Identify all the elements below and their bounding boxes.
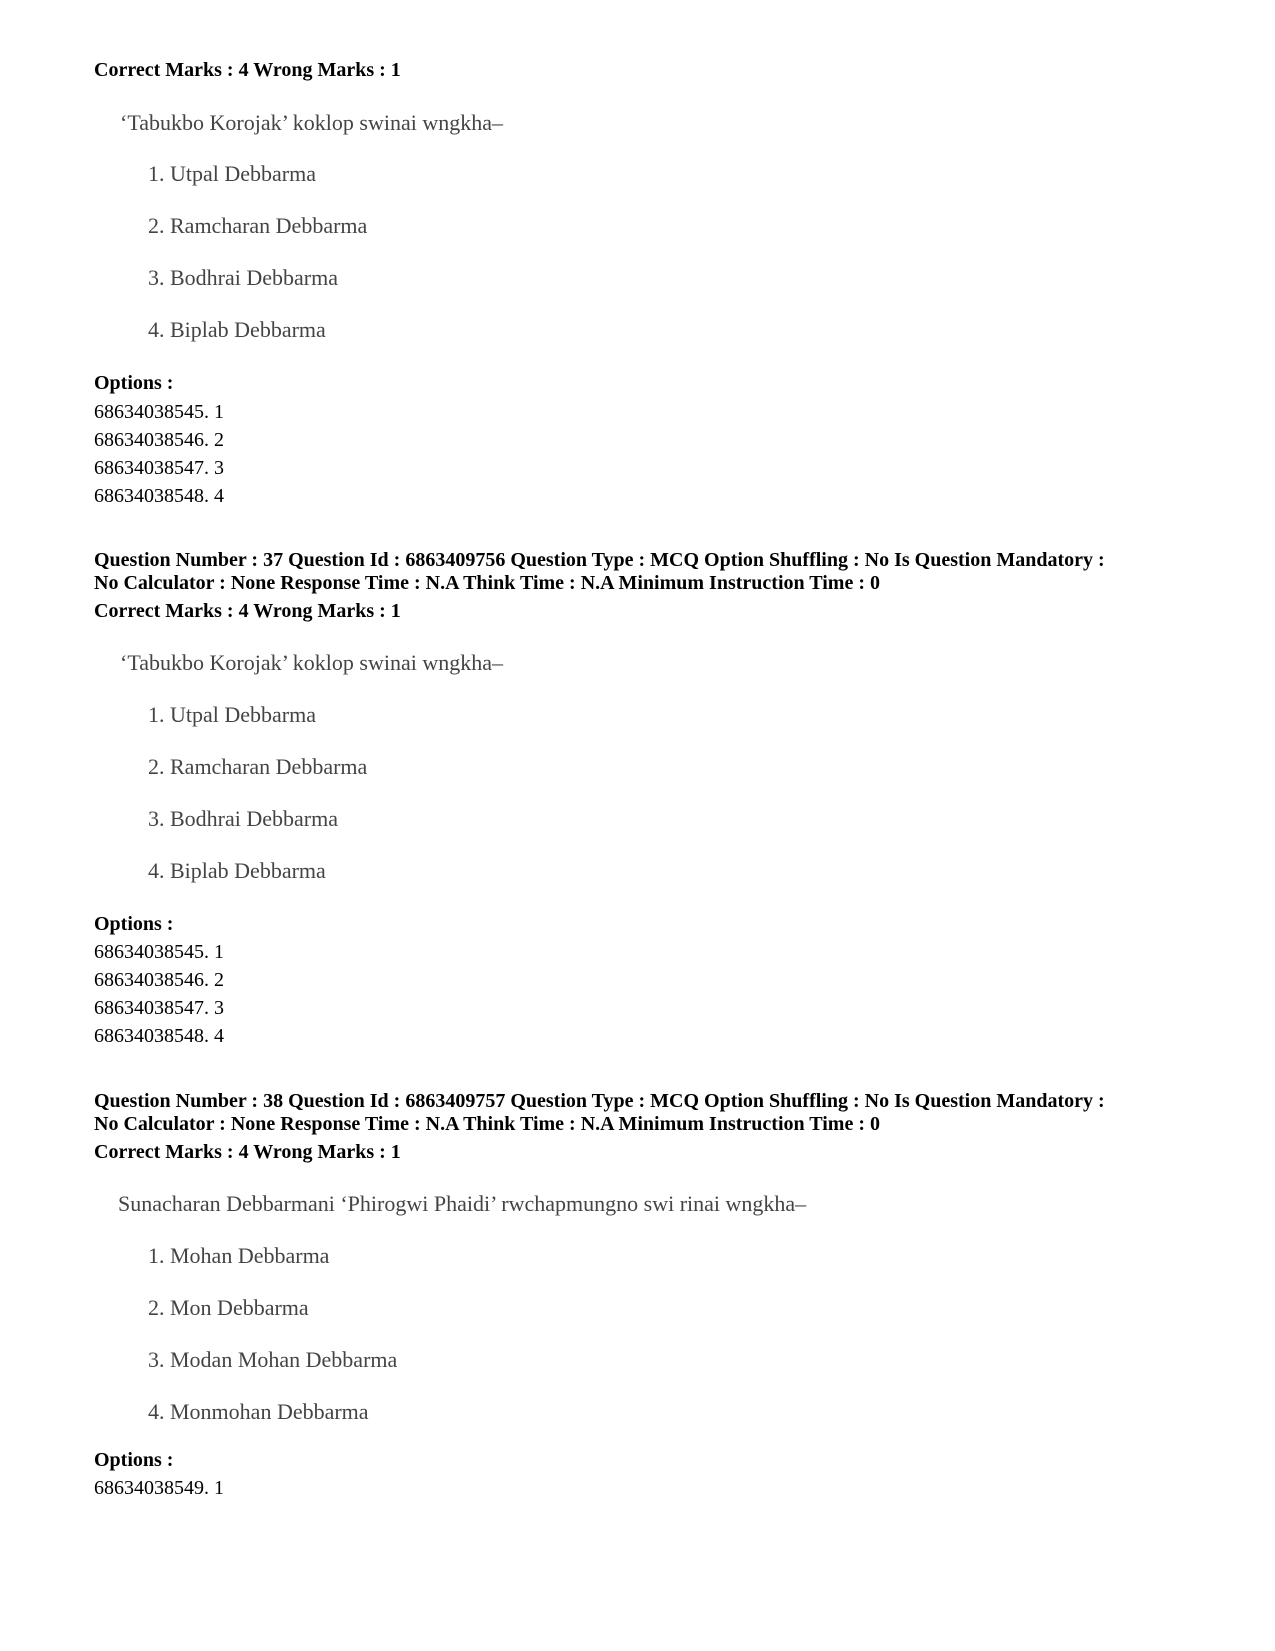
option-id: 68634038547. 3 — [94, 457, 224, 479]
question-text: ‘Tabukbo Korojak’ koklop swinai wngkha– — [120, 110, 503, 135]
question-header: Question Number : 38 Question Id : 6863409757 Question Type : MCQ Option Shuffling : No Is Question Mandatory : — [94, 1090, 1105, 1112]
marks-line: Correct Marks : 4 Wrong Marks : 1 — [94, 59, 401, 81]
choice-item: 1. Utpal Debbarma — [148, 161, 316, 186]
question-text: Sunacharan Debbarmani ‘Phirogwi Phaidi’ rwchapmungno swi rinai wngkha– — [118, 1191, 807, 1216]
option-id: 68634038548. 4 — [94, 485, 224, 507]
options-label: Options : — [94, 1449, 174, 1471]
option-id: 68634038547. 3 — [94, 997, 224, 1019]
choice-item: 3. Modan Mohan Debbarma — [148, 1347, 398, 1372]
question-header: No Calculator : None Response Time : N.A Think Time : N.A Minimum Instruction Time : 0 — [94, 572, 880, 594]
option-id: 68634038546. 2 — [94, 429, 224, 451]
marks-line: Correct Marks : 4 Wrong Marks : 1 — [94, 1141, 401, 1163]
option-id: 68634038545. 1 — [94, 401, 224, 423]
choice-item: 4. Biplab Debbarma — [148, 858, 326, 883]
question-text: ‘Tabukbo Korojak’ koklop swinai wngkha– — [120, 650, 503, 675]
choice-item: 1. Mohan Debbarma — [148, 1243, 330, 1268]
choice-item: 4. Monmohan Debbarma — [148, 1399, 369, 1424]
choice-item: 2. Ramcharan Debbarma — [148, 213, 368, 238]
choice-item: 3. Bodhrai Debbarma — [148, 265, 338, 290]
option-id: 68634038546. 2 — [94, 969, 224, 991]
marks-line: Correct Marks : 4 Wrong Marks : 1 — [94, 600, 401, 622]
options-label: Options : — [94, 372, 174, 394]
option-id: 68634038549. 1 — [94, 1477, 224, 1499]
option-id: 68634038548. 4 — [94, 1025, 224, 1047]
question-header: No Calculator : None Response Time : N.A Think Time : N.A Minimum Instruction Time : 0 — [94, 1113, 880, 1135]
choice-item: 3. Bodhrai Debbarma — [148, 806, 338, 831]
option-id: 68634038545. 1 — [94, 941, 224, 963]
choice-item: 2. Mon Debbarma — [148, 1295, 309, 1320]
choice-item: 4. Biplab Debbarma — [148, 317, 326, 342]
choice-item: 1. Utpal Debbarma — [148, 702, 316, 727]
question-header: Question Number : 37 Question Id : 6863409756 Question Type : MCQ Option Shuffling : No Is Question Mandatory : — [94, 549, 1105, 571]
choice-item: 2. Ramcharan Debbarma — [148, 754, 368, 779]
options-label: Options : — [94, 913, 174, 935]
